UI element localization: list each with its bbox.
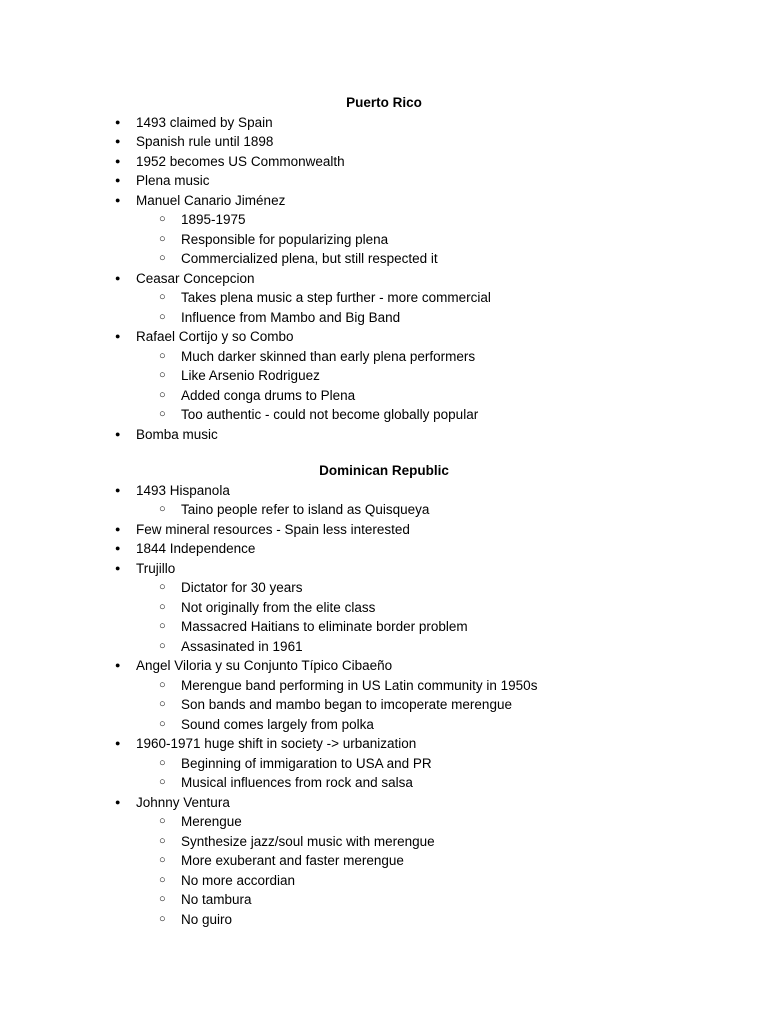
hollow-bullet-icon: ○ bbox=[159, 408, 166, 420]
filled-bullet-icon: ● bbox=[115, 543, 121, 553]
section-title: Dominican Republic bbox=[319, 463, 449, 478]
hollow-bullet-icon: ○ bbox=[159, 834, 166, 847]
filled-bullet-icon: ● bbox=[115, 484, 121, 495]
list-item-text: Merengue band performing in US Latin community in 1950s bbox=[181, 677, 538, 693]
list-item-text: 1493 Hispanola bbox=[136, 482, 230, 498]
hollow-bullet-icon: ○ bbox=[159, 581, 166, 593]
sub-list-item bbox=[0, 230, 768, 250]
list-item-text: Dictator for 30 years bbox=[181, 580, 303, 595]
sub-list-item bbox=[0, 754, 768, 774]
sub-list-item bbox=[0, 366, 768, 386]
sub-list-item bbox=[0, 386, 768, 406]
sub-list-item bbox=[0, 676, 768, 696]
hollow-bullet-icon: ○ bbox=[159, 252, 166, 264]
list-item-text: Rafael Cortijo y so Combo bbox=[136, 329, 294, 344]
bullet-list bbox=[0, 113, 768, 445]
section-dominican-republic bbox=[0, 461, 768, 929]
list-item bbox=[0, 481, 768, 501]
sub-list-item bbox=[0, 695, 768, 715]
filled-bullet-icon: ● bbox=[115, 796, 121, 807]
list-item-text: Sound comes largely from polka bbox=[181, 716, 374, 732]
sub-list-item bbox=[0, 598, 768, 618]
sub-list-item bbox=[0, 851, 768, 871]
list-item bbox=[0, 171, 768, 191]
list-item bbox=[0, 327, 768, 347]
filled-bullet-icon: ● bbox=[115, 660, 121, 670]
hollow-bullet-icon: ○ bbox=[159, 600, 166, 613]
list-item bbox=[0, 559, 768, 579]
list-item-text: Manuel Canario Jiménez bbox=[136, 192, 286, 208]
filled-bullet-icon: ● bbox=[115, 272, 121, 283]
hollow-bullet-icon: ○ bbox=[159, 698, 166, 710]
hollow-bullet-icon: ○ bbox=[159, 349, 166, 362]
list-item-text: Johnny Ventura bbox=[136, 794, 230, 810]
sub-list-item bbox=[0, 249, 768, 269]
list-item-text: Assasinated in 1961 bbox=[181, 638, 303, 654]
list-item-text: Too authentic - could not become globally popular bbox=[181, 407, 479, 422]
hollow-bullet-icon: ○ bbox=[159, 369, 166, 381]
list-item-text: Commercialized plena, but still respected it bbox=[181, 251, 438, 266]
sub-list-item bbox=[0, 773, 768, 793]
list-item-text: No guiro bbox=[181, 911, 233, 927]
filled-bullet-icon: ● bbox=[115, 175, 121, 185]
list-item bbox=[0, 734, 768, 754]
list-item bbox=[0, 269, 768, 289]
list-item-text: 1960-1971 huge shift in society -> urbanization bbox=[136, 736, 417, 751]
bullet-list bbox=[0, 481, 768, 930]
hollow-bullet-icon: ○ bbox=[159, 776, 166, 788]
hollow-bullet-icon: ○ bbox=[159, 310, 166, 323]
list-item-text: Responsible for popularizing plena bbox=[181, 231, 389, 247]
list-item-text: 1895-1975 bbox=[181, 212, 246, 227]
filled-bullet-icon: ● bbox=[115, 428, 121, 439]
list-item-text: Few mineral resources - Spain less interested bbox=[136, 521, 410, 537]
hollow-bullet-icon: ○ bbox=[159, 213, 166, 225]
hollow-bullet-icon: ○ bbox=[159, 639, 166, 652]
list-item-text: Merengue bbox=[181, 814, 242, 829]
list-item bbox=[0, 425, 768, 445]
list-item-text: Added conga drums to Plena bbox=[181, 387, 356, 403]
hollow-bullet-icon: ○ bbox=[159, 893, 166, 905]
sub-list-item bbox=[0, 500, 768, 520]
list-item bbox=[0, 793, 768, 813]
sub-list-item bbox=[0, 288, 768, 308]
sub-list-item bbox=[0, 910, 768, 930]
list-item bbox=[0, 191, 768, 211]
sub-list-item bbox=[0, 871, 768, 891]
list-item-text: Like Arsenio Rodriguez bbox=[181, 368, 320, 383]
list-item-text: Spanish rule until 1898 bbox=[136, 134, 274, 149]
list-item-text: Beginning of immigaration to USA and PR bbox=[181, 755, 432, 771]
list-item bbox=[0, 656, 768, 676]
sub-list-item bbox=[0, 347, 768, 367]
sub-list-item bbox=[0, 578, 768, 598]
list-item-text: Bomba music bbox=[136, 426, 218, 442]
list-item-text: 1952 becomes US Commonwealth bbox=[136, 153, 345, 169]
sub-list-item bbox=[0, 405, 768, 425]
sub-list-item bbox=[0, 715, 768, 735]
list-item-text: More exuberant and faster merengue bbox=[181, 853, 404, 868]
hollow-bullet-icon: ○ bbox=[159, 756, 166, 769]
hollow-bullet-icon: ○ bbox=[159, 873, 166, 886]
list-item-text: Musical influences from rock and salsa bbox=[181, 775, 413, 790]
hollow-bullet-icon: ○ bbox=[159, 678, 166, 691]
sub-list-item bbox=[0, 832, 768, 852]
list-item-text: Plena music bbox=[136, 173, 210, 188]
list-item-text: Angel Viloria y su Conjunto Típico Cibaeño bbox=[136, 658, 393, 673]
sub-list-item bbox=[0, 637, 768, 657]
list-item-text: Takes plena music a step further - more commercial bbox=[181, 290, 491, 305]
filled-bullet-icon: ● bbox=[115, 562, 121, 573]
list-item-text: No tambura bbox=[181, 892, 252, 907]
filled-bullet-icon: ● bbox=[115, 523, 121, 534]
list-item-text: Much darker skinned than early plena performers bbox=[181, 348, 476, 364]
hollow-bullet-icon: ○ bbox=[159, 620, 166, 632]
sub-list-item bbox=[0, 308, 768, 328]
filled-bullet-icon: ● bbox=[115, 155, 121, 166]
hollow-bullet-icon: ○ bbox=[159, 815, 166, 827]
list-item-text: Trujillo bbox=[136, 560, 176, 576]
hollow-bullet-icon: ○ bbox=[159, 291, 166, 303]
sub-list-item bbox=[0, 812, 768, 832]
list-item bbox=[0, 520, 768, 540]
list-item bbox=[0, 113, 768, 133]
list-item-text: Synthesize jazz/soul music with merengue bbox=[181, 833, 435, 849]
list-item-text: 1493 claimed by Spain bbox=[136, 114, 273, 130]
list-item-text: Influence from Mambo and Big Band bbox=[181, 309, 401, 325]
list-item-text: 1844 Independence bbox=[136, 541, 256, 556]
list-item-text: Not originally from the elite class bbox=[181, 599, 376, 615]
filled-bullet-icon: ● bbox=[115, 136, 121, 146]
hollow-bullet-icon: ○ bbox=[159, 854, 166, 866]
hollow-bullet-icon: ○ bbox=[159, 717, 166, 730]
filled-bullet-icon: ● bbox=[115, 116, 121, 127]
list-item bbox=[0, 132, 768, 152]
list-item-text: No more accordian bbox=[181, 872, 296, 888]
sub-list-item bbox=[0, 890, 768, 910]
hollow-bullet-icon: ○ bbox=[159, 232, 166, 245]
list-item-text: Ceasar Concepcion bbox=[136, 270, 255, 286]
filled-bullet-icon: ● bbox=[115, 738, 121, 748]
list-item-text: Son bands and mambo began to imcoperate merengue bbox=[181, 697, 512, 712]
sub-list-item bbox=[0, 617, 768, 637]
hollow-bullet-icon: ○ bbox=[159, 503, 166, 515]
hollow-bullet-icon: ○ bbox=[159, 912, 166, 925]
list-item-text: Taino people refer to island as Quisqueya bbox=[181, 502, 430, 517]
section-title: Puerto Rico bbox=[346, 95, 422, 110]
filled-bullet-icon: ● bbox=[115, 331, 121, 341]
section-puerto-rico bbox=[0, 93, 768, 444]
list-item bbox=[0, 539, 768, 559]
hollow-bullet-icon: ○ bbox=[159, 388, 166, 401]
sub-list-item bbox=[0, 210, 768, 230]
list-item bbox=[0, 152, 768, 172]
filled-bullet-icon: ● bbox=[115, 194, 121, 205]
list-item-text: Massacred Haitians to eliminate border problem bbox=[181, 619, 468, 634]
